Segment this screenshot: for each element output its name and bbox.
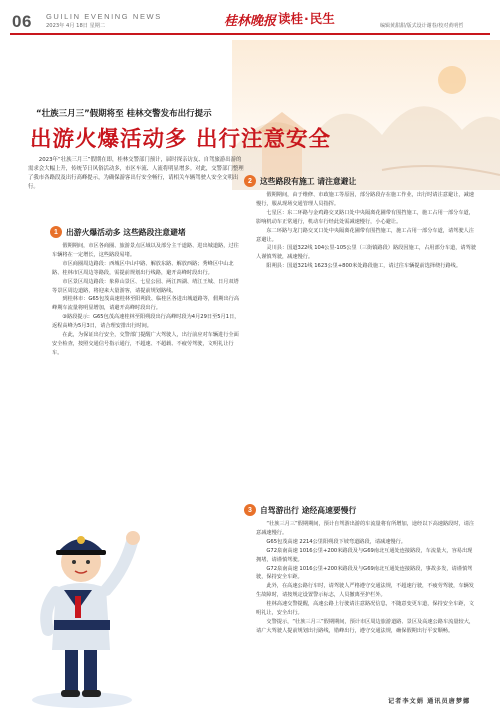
section-3-body [256, 520, 476, 692]
section-1-paragraph: ③路段提示：G65包茂高速桂林至阳朔段出行高峰时段为4月29日至5月1日，返程高峰为5月3日，请合理安排出行时间。 [52, 314, 240, 330]
section-1-title: 出游火爆活动多 这些路段注意避堵 [66, 227, 186, 237]
paper-brand-logo: 桂林晚报 [224, 14, 277, 29]
issue-date: 2023年 4月 18日 星期二 [46, 23, 106, 29]
section-2-number-badge: 2 [244, 175, 256, 187]
masthead-rule [10, 33, 490, 35]
section-1-number-badge: 1 [50, 226, 62, 238]
section-3-heading [244, 504, 356, 516]
section-1-body [52, 242, 242, 492]
section-2-paragraph: 阳朔县：国道321线 1623公里+800米处路段施工，请过往车辆提前选择绕行路线。 [266, 263, 462, 270]
section-3-paragraph: G72泉南高速 1016公里+200米路段及与G69南北互通处连接路段，车流量大，容易出现拥堵，请谨慎驾驶。 [256, 547, 473, 563]
section-1-paragraph: 在此，为保证出行安全，交警部门提醒广大驾驶人，出行前应对车辆进行全面安全检查，按照交通信号指示通行，不超速、不超载、不疲劳驾驶，文明礼让行车。 [52, 332, 239, 356]
section-2-paragraph: 七星区：东二环路与金鸡路交叉路口处中央隔离花圃带有围挡施工，施工占用一部分车道，影响机动车正常通行，机动车行经此处需减速慢行，小心避让。 [256, 209, 474, 225]
section-3-paragraph: 桂林高速交警提醒，高速公路上行驶请注意路况信息，不随意变更车道，保持安全车距，文明礼让，安全出行。 [256, 601, 474, 617]
section-3-paragraph: 交警提示，“壮族三月三”假期期间，预计市区周边旅游道路、景区及高速公路车流量较大，请广大驾驶人提前规划出行路线，错峰出行，遵守交通法规，确保假期出行平安顺畅。 [256, 618, 475, 634]
section-1-paragraph: 假期期间，市区各商圈、旅游景点区域以及部分主干道路、进出城道路，过往车辆将在一定增长，这些路段易堵。 [52, 243, 239, 258]
section-1-paragraph: 到桂林市：G65包茂高速桂林至阳朔段、临桂区各进出城道路等，假期出行高峰期车流量将明显增加，请避开高峰时段出行。 [52, 296, 240, 312]
section-separator: · [304, 11, 309, 26]
section-2-paragraph: 假期期间，由于维修、市政施工等原因，部分路段存在施工作业，出行时请注意避让，减速慢行，服从现场交通管理人员指挥。 [256, 192, 474, 207]
section-label [278, 9, 335, 27]
police-officer-illustration [20, 500, 150, 710]
section-2-heading [244, 175, 356, 187]
article-kicker: “壮族三月三”假期将至 桂林交警发布出行提示 [36, 109, 212, 119]
editor-credits: 编辑黄甜甜/版式设计谢春/校对黄明哲 [380, 23, 464, 29]
section-2-paragraph: 灵川县：国道322线 104公里-105公里（三街镇路段）路段因施工，占用部分车道，请驾驶人谨慎驾驶，减速慢行。 [256, 245, 476, 261]
article-lead: 2023年“壮族三月三”假期在即，桂林交警部门预计，届时探亲访友、自驾旅游出游的需求会大幅上升，传统节日风俗活动多，市区车流、人流将明显增多。对此，交警部门整理了我市各路段及出行高峰提示，为确保游客出行安全畅行，请相关车辆驾驶人安全文明出行。 [28, 157, 244, 190]
section-1-paragraph: 市区商圈周边路段：西城区中山中路、解放东路、解放西路；秀峰区中山北路、桂林市区周边等路段，需提前规划出行线路，避开高峰时段出行。 [52, 260, 234, 276]
article-byline: 记者李文娟 通讯员唐梦娜 [388, 698, 471, 705]
section-3-paragraph: G72泉南高速 1016公里+200米路段及与G69南北互通处连接路段，事故多发，请谨慎驾驶，保持安全车距。 [256, 565, 473, 581]
section-2-paragraph: 东二环路与龙门路交叉口处中央隔离花圃带有围挡施工，施工占用一部分车道，请驾驶人注意避让。 [256, 227, 474, 243]
page-number: 06 [12, 12, 32, 31]
paper-name-english: GUILIN EVENING NEWS [46, 12, 162, 21]
section-3-title: 自驾游出行 途经高速要慢行 [260, 505, 357, 515]
section-topic: 民生 [309, 11, 335, 26]
section-read: 读桂 [278, 11, 304, 26]
article-headline: 出游火爆活动多 出行注意安全 [30, 127, 331, 152]
masthead [0, 0, 500, 36]
section-2-body [256, 191, 476, 501]
section-1-paragraph: 市区景区周边路段：象鼻山景区、七星公园、两江四湖、靖江王城、日月双塔等景区周边道路，将迎来大量游客，请提前规划路线。 [52, 278, 239, 294]
section-2-title: 这些路段有施工 请注意避让 [260, 176, 357, 186]
section-3-number-badge: 3 [244, 504, 256, 516]
section-3-paragraph: G65包茂高速 2214公里阳朔段下坡弯道路段，请减速慢行。 [266, 538, 406, 545]
section-3-paragraph: 此外，在高速公路行车时，请驾驶人严格遵守交通法规，不超速行驶，不疲劳驾驶，车辆发生故障时，请按规定设置警示标志，人员撤离至护栏外。 [256, 583, 474, 599]
section-1-heading [50, 226, 186, 238]
section-3-paragraph: “壮族三月三”假期期间，预计自驾游出游的车流量将有所增加，途经以下高速路段时，请注意减速慢行。 [256, 521, 475, 536]
